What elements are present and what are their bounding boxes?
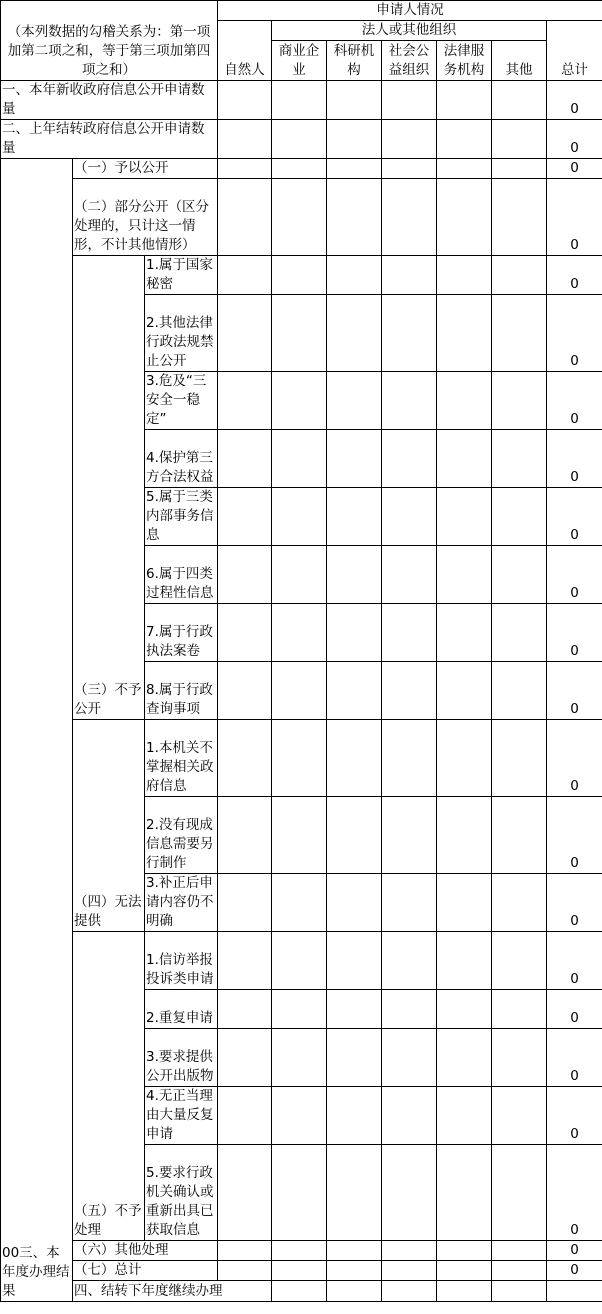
data-cell[interactable] — [382, 488, 437, 546]
data-cell[interactable] — [218, 604, 272, 662]
data-cell[interactable] — [272, 546, 327, 604]
data-cell[interactable] — [437, 179, 492, 256]
data-cell[interactable] — [382, 1145, 437, 1241]
data-cell[interactable] — [492, 1029, 547, 1087]
data-cell[interactable] — [327, 797, 382, 874]
total-cell: 0 — [547, 1261, 602, 1281]
data-cell[interactable] — [382, 256, 437, 295]
data-cell[interactable] — [382, 120, 437, 159]
table-row — [1, 120, 602, 159]
item-label: 2.其他法律行政法规禁止公开 — [145, 295, 218, 372]
item-label: 2.没有现成信息需要另行制作 — [145, 797, 218, 874]
data-cell[interactable] — [327, 159, 382, 179]
data-cell[interactable] — [327, 120, 382, 159]
data-cell[interactable] — [492, 179, 547, 256]
data-cell[interactable] — [218, 256, 272, 295]
data-cell[interactable] — [272, 256, 327, 295]
data-cell[interactable] — [272, 120, 327, 159]
data-cell[interactable] — [218, 159, 272, 179]
data-cell[interactable] — [327, 372, 382, 430]
data-cell[interactable] — [437, 1281, 492, 1302]
data-cell[interactable] — [437, 1029, 492, 1087]
col-legal-service: 法律服务机构 — [437, 41, 492, 81]
data-cell[interactable] — [327, 990, 382, 1029]
data-cell[interactable] — [437, 120, 492, 159]
data-cell[interactable] — [382, 159, 437, 179]
data-cell[interactable] — [272, 720, 327, 797]
data-cell[interactable] — [492, 546, 547, 604]
data-cell[interactable] — [382, 1281, 437, 1302]
data-cell[interactable] — [327, 1087, 382, 1145]
data-cell[interactable] — [327, 604, 382, 662]
data-cell[interactable] — [327, 1281, 382, 1302]
data-cell[interactable] — [272, 159, 327, 179]
corner-note: （本列数据的勾稽关系为：第一项加第二项之和，等于第三项加第四项之和） — [1, 1, 218, 81]
data-cell[interactable] — [492, 990, 547, 1029]
data-cell[interactable] — [327, 1261, 382, 1281]
data-cell[interactable] — [272, 179, 327, 256]
data-cell[interactable] — [272, 662, 327, 720]
data-cell[interactable] — [272, 1145, 327, 1241]
data-cell[interactable] — [218, 1029, 272, 1087]
row-label: 二、上年结转政府信息公开申请数量 — [1, 120, 218, 159]
item-label: 6.属于四类过程性信息 — [145, 546, 218, 604]
col-public-welfare: 社会公益组织 — [382, 41, 437, 81]
data-cell[interactable] — [382, 430, 437, 488]
data-cell[interactable] — [218, 81, 272, 120]
data-cell[interactable] — [382, 1261, 437, 1281]
item-label: 4.保护第三方合法权益 — [145, 430, 218, 488]
total-cell: 0 — [547, 159, 602, 179]
item-label: 1.属于国家秘密 — [145, 256, 218, 295]
section-label: 00三、本年度办理结果 — [1, 159, 73, 1302]
data-cell[interactable] — [327, 1241, 382, 1261]
data-cell[interactable] — [437, 372, 492, 430]
data-cell[interactable] — [492, 662, 547, 720]
data-cell[interactable] — [218, 372, 272, 430]
total-header: 总计 — [547, 21, 602, 81]
data-cell[interactable] — [382, 1087, 437, 1145]
item-label: 3.危及“三安全一稳定” — [145, 372, 218, 430]
data-cell[interactable] — [492, 1241, 547, 1261]
data-cell[interactable] — [327, 256, 382, 295]
data-cell[interactable] — [382, 546, 437, 604]
data-cell[interactable] — [437, 932, 492, 990]
col-other: 其他 — [492, 41, 547, 81]
data-cell[interactable] — [218, 990, 272, 1029]
col-research: 科研机构 — [327, 41, 382, 81]
data-cell[interactable] — [492, 256, 547, 295]
data-cell[interactable] — [218, 179, 272, 256]
data-cell[interactable] — [218, 120, 272, 159]
data-cell[interactable] — [492, 372, 547, 430]
applicant-header: 申请人情况 — [218, 1, 602, 21]
data-cell[interactable] — [218, 1145, 272, 1241]
data-cell[interactable] — [218, 662, 272, 720]
data-cell[interactable] — [492, 1145, 547, 1241]
data-cell[interactable] — [437, 990, 492, 1029]
data-cell[interactable] — [437, 295, 492, 372]
total-cell: 0 — [547, 1145, 602, 1241]
data-cell[interactable] — [327, 932, 382, 990]
data-cell[interactable] — [492, 1281, 547, 1302]
data-cell[interactable] — [327, 546, 382, 604]
table-row — [1, 1241, 602, 1261]
data-cell[interactable] — [218, 874, 272, 932]
data-cell[interactable] — [218, 720, 272, 797]
data-cell[interactable] — [382, 604, 437, 662]
data-cell[interactable] — [272, 295, 327, 372]
total-cell: 0 — [547, 295, 602, 372]
item-label: 8.属于行政查询事项 — [145, 662, 218, 720]
row-label: （一）予以公开 — [73, 159, 218, 179]
data-cell[interactable] — [382, 797, 437, 874]
data-cell[interactable] — [382, 720, 437, 797]
data-cell[interactable] — [272, 874, 327, 932]
data-cell[interactable] — [437, 1261, 492, 1281]
data-cell[interactable] — [492, 295, 547, 372]
data-cell[interactable] — [272, 1241, 327, 1261]
data-cell[interactable] — [492, 932, 547, 990]
data-cell[interactable] — [437, 430, 492, 488]
total-cell: 0 — [547, 604, 602, 662]
row-label: 一、本年新收政府信息公开申请数量 — [1, 81, 218, 120]
item-label: 5.要求行政机关确认或重新出具已获取信息 — [145, 1145, 218, 1241]
data-cell[interactable] — [327, 179, 382, 256]
data-cell[interactable] — [382, 874, 437, 932]
data-cell[interactable] — [382, 179, 437, 256]
data-cell[interactable] — [218, 546, 272, 604]
item-label: 1.信访举报投诉类申请 — [145, 932, 218, 990]
row-label: 四、结转下年度继续办理 — [73, 1281, 272, 1302]
total-cell: 0 — [547, 546, 602, 604]
data-cell[interactable] — [218, 1261, 272, 1281]
total-cell: 0 — [547, 1029, 602, 1087]
data-cell[interactable] — [272, 372, 327, 430]
group-label: （五）不予处理 — [73, 932, 145, 1241]
data-cell[interactable] — [382, 295, 437, 372]
table-row — [1, 1281, 602, 1302]
total-cell: 0 — [547, 256, 602, 295]
data-cell[interactable] — [327, 1145, 382, 1241]
table-row — [1, 720, 602, 797]
col-commercial: 商业企业 — [272, 41, 327, 81]
data-cell[interactable] — [492, 720, 547, 797]
data-cell[interactable] — [382, 990, 437, 1029]
data-cell[interactable] — [327, 1029, 382, 1087]
data-cell[interactable] — [272, 1261, 327, 1281]
data-cell[interactable] — [492, 1261, 547, 1281]
data-cell[interactable] — [492, 604, 547, 662]
data-cell[interactable] — [382, 1029, 437, 1087]
data-cell[interactable] — [218, 932, 272, 990]
data-cell[interactable] — [492, 81, 547, 120]
data-cell[interactable] — [437, 488, 492, 546]
data-cell[interactable] — [327, 874, 382, 932]
total-cell: 0 — [547, 990, 602, 1029]
data-cell[interactable] — [437, 1241, 492, 1261]
total-cell: 0 — [547, 488, 602, 546]
data-cell[interactable] — [437, 1145, 492, 1241]
data-cell[interactable] — [437, 1087, 492, 1145]
data-cell[interactable] — [437, 797, 492, 874]
data-cell[interactable] — [218, 430, 272, 488]
data-cell[interactable] — [492, 120, 547, 159]
total-cell: 0 — [547, 874, 602, 932]
data-cell[interactable] — [327, 430, 382, 488]
total-cell: 0 — [547, 120, 602, 159]
data-cell[interactable] — [492, 874, 547, 932]
table-row — [1, 159, 602, 179]
data-cell[interactable] — [492, 430, 547, 488]
item-label: 7.属于行政执法案卷 — [145, 604, 218, 662]
data-cell[interactable] — [327, 720, 382, 797]
data-cell[interactable] — [547, 1281, 602, 1302]
row-label: （六）其他处理 — [73, 1241, 218, 1261]
data-cell[interactable] — [437, 662, 492, 720]
data-cell[interactable] — [327, 662, 382, 720]
table-row — [1, 1261, 602, 1281]
data-cell[interactable] — [272, 488, 327, 546]
data-cell[interactable] — [382, 372, 437, 430]
total-cell: 0 — [547, 179, 602, 256]
data-cell[interactable] — [492, 1087, 547, 1145]
data-cell[interactable] — [272, 604, 327, 662]
data-cell[interactable] — [272, 797, 327, 874]
data-cell[interactable] — [437, 81, 492, 120]
data-cell[interactable] — [272, 932, 327, 990]
item-label: 3.补正后申请内容仍不明确 — [145, 874, 218, 932]
data-cell[interactable] — [272, 1087, 327, 1145]
item-label: 5.属于三类内部事务信息 — [145, 488, 218, 546]
data-cell[interactable] — [218, 1241, 272, 1261]
total-cell: 0 — [547, 372, 602, 430]
data-cell[interactable] — [272, 990, 327, 1029]
item-label: 4.无正当理由大量反复申请 — [145, 1087, 218, 1145]
data-cell[interactable] — [218, 295, 272, 372]
total-cell: 0 — [547, 662, 602, 720]
total-cell: 0 — [547, 720, 602, 797]
data-cell[interactable] — [327, 295, 382, 372]
data-cell[interactable] — [327, 488, 382, 546]
group-label: （三）不予公开 — [73, 256, 145, 720]
data-cell[interactable] — [492, 797, 547, 874]
data-cell[interactable] — [272, 81, 327, 120]
data-cell[interactable] — [218, 797, 272, 874]
data-cell[interactable] — [437, 604, 492, 662]
total-cell: 0 — [547, 1087, 602, 1145]
table-row — [1, 179, 602, 256]
data-cell[interactable] — [492, 159, 547, 179]
total-cell: 0 — [547, 81, 602, 120]
row-label: （二）部分公开（区分处理的，只计这一情形，不计其他情形） — [73, 179, 218, 256]
total-cell: 0 — [547, 797, 602, 874]
data-cell[interactable] — [437, 546, 492, 604]
total-cell: 0 — [547, 1241, 602, 1261]
table-row — [1, 256, 602, 295]
table-row — [1, 932, 602, 990]
total-cell: 0 — [547, 932, 602, 990]
data-cell[interactable] — [327, 81, 382, 120]
data-cell[interactable] — [272, 430, 327, 488]
total-cell: 0 — [547, 430, 602, 488]
data-cell[interactable] — [218, 1087, 272, 1145]
data-cell[interactable] — [382, 662, 437, 720]
data-cell[interactable] — [437, 874, 492, 932]
item-label: 3.要求提供公开出版物 — [145, 1029, 218, 1087]
item-label: 1.本机关不掌握相关政府信息 — [145, 720, 218, 797]
table-row — [1, 81, 602, 120]
row-label: （七）总计 — [73, 1261, 218, 1281]
data-cell[interactable] — [382, 932, 437, 990]
data-cell[interactable] — [218, 488, 272, 546]
group-label: （四）无法提供 — [73, 720, 145, 932]
data-cell[interactable] — [382, 1241, 437, 1261]
data-cell[interactable] — [492, 488, 547, 546]
item-label: 2.重复申请 — [145, 990, 218, 1029]
data-cell[interactable] — [437, 720, 492, 797]
data-cell[interactable] — [437, 256, 492, 295]
data-cell[interactable] — [272, 1281, 327, 1302]
legal-entity-header: 法人或其他组织 — [272, 21, 547, 41]
data-cell[interactable] — [382, 81, 437, 120]
natural-person-header: 自然人 — [218, 21, 272, 81]
data-cell[interactable] — [272, 1029, 327, 1087]
data-cell[interactable] — [437, 159, 492, 179]
